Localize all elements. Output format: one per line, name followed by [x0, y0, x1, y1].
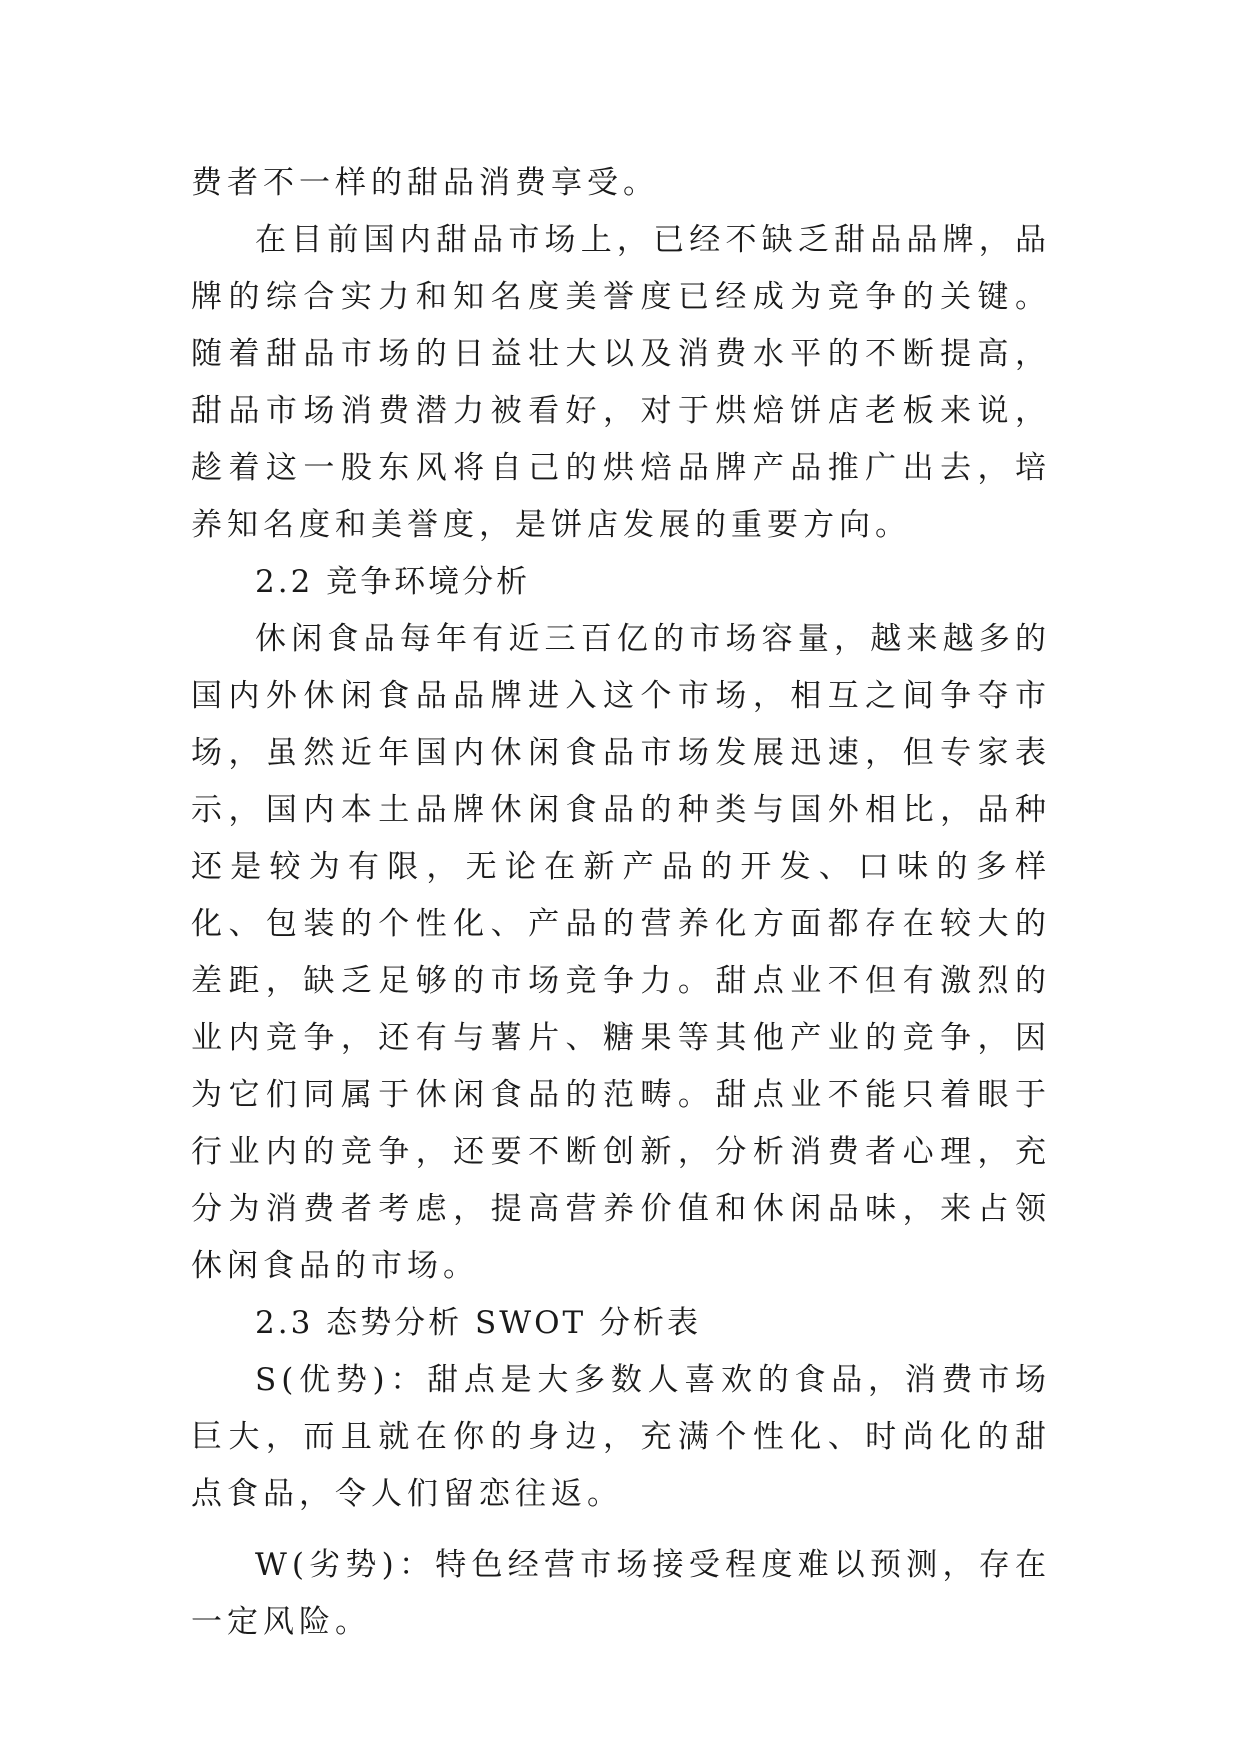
section-heading-swot: 2.3 态势分析 SWOT 分析表	[255, 1305, 702, 1341]
paragraph-competitive-environment: 休闲食品每年有近三百亿的市场容量，越来越多的国内外休闲食品品牌进入这个市场，相互之间争夺市场，虽然近年国内休闲食品市场发展迅速，但专家表示，国内本土品牌休闲食品的种类与国外相比，品种还是较为有限，无论在新产品的开发、口味的多样化、包装的个性化、产品的营养化方面都存在较大的差距，缺乏足够的市场竞争力。甜点业不但有激烈的业内竞争，还有与薯片、糖果等其他产业的竞争，因为它们同属于休闲食品的范畴。甜点业不能只着眼于行业内的竞争，还要不断创新，分析消费者心理，充分为消费者考虑，提高营养价值和休闲品味，来占领休闲食品的市场。	[191, 621, 1051, 1284]
paragraph-swot-strengths: S(优势)：甜点是大多数人喜欢的食品，消费市场巨大，而且就在你的身边，充满个性化、时尚化的甜点食品，令人们留恋往返。	[191, 1362, 1051, 1512]
paragraph-brand-competition: 在目前国内甜品市场上，已经不缺乏甜品品牌，品牌的综合实力和知名度美誉度已经成为竞争的关键。随着甜品市场的日益壮大以及消费水平的不断提高，甜品市场消费潜力被看好，对于烘焙饼店老板来说，趁着这一股东风将自己的烘焙品牌产品推广出去，培养知名度和美誉度，是饼店发展的重要方向。	[191, 222, 1051, 543]
document-body	[191, 155, 1051, 1651]
paragraph-swot-weaknesses: W(劣势)：特色经营市场接受程度难以预测，存在一定风险。	[191, 1547, 1051, 1640]
section-heading-competitive-environment: 2.2 竞争环境分析	[255, 564, 531, 600]
paragraph-continuation: 费者不一样的甜品消费享受。	[191, 165, 659, 201]
